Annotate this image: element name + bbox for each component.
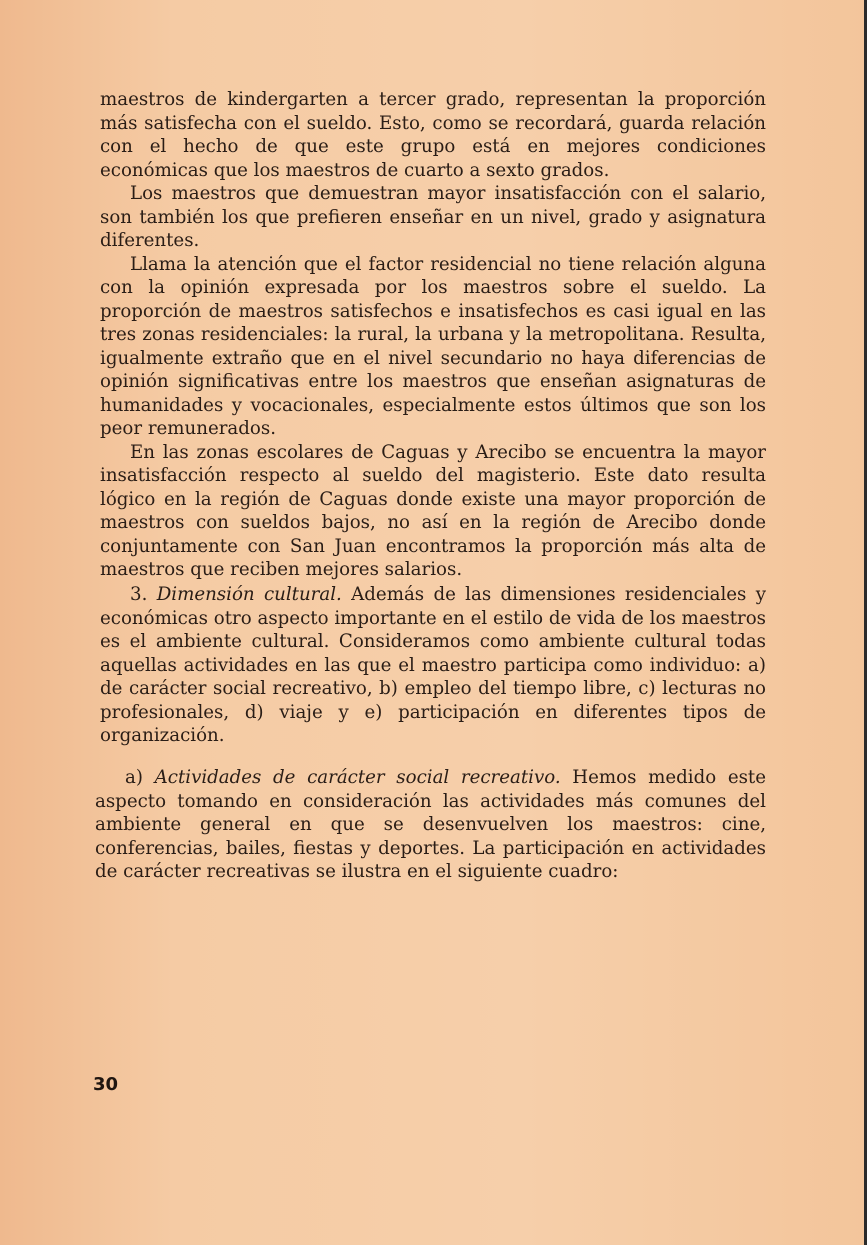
section-3-title: Dimensión cultural. [156,584,342,605]
page-number: 30 [93,1074,119,1095]
section-a-text: Hemos medido este aspecto tomando en consideración las actividades más comunes del ambiente general en que se desenvuelven los maestros: cine, conferencias, bailes, fiestas y deportes. La participación en actividades de carácter recreativas se ilustra en el siguiente cuadro: [95,767,766,882]
section-3-text: Además de las dimensiones residenciales y económicas otro aspecto importante en el estilo de vida de los maestros es el ambiente cultural. Consideramos como ambiente cultural todas aquellas actividades en las que el maestro participa como individuo: a) de carácter social recreativo, b) empleo del tiempo libre, c) lecturas no profesionales, d) viaje y e) participación en diferentes tipos de organización. [100,584,766,746]
body-text-top [100,88,766,582]
paragraph-4: En las zonas escolares de Caguas y Arecibo se encuentra la mayor insatisfacción respecto al sueldo del magisterio. Este dato resulta lógico en la región de Caguas donde existe una mayor proporción de maestros con sueldos bajos, no así en la región de Arecibo donde conjuntamente con San Juan encontramos la proporción más alta de maestros que reciben mejores salarios. [100,441,766,580]
section-a-number: a) [125,767,143,788]
section-3-paragraph [100,583,766,748]
paragraph-2: Los maestros que demuestran mayor insatisfacción con el salario, son también los que prefieren enseñar en un nivel, grado y asignatura diferentes. [100,183,766,251]
section-a-recreational-activities [95,766,766,884]
paragraph-1: maestros de kindergarten a tercer grado, representan la proporción más satisfecha con el sueldo. Esto, como se recordará, guarda relación con el hecho de que este grupo está en mejores condiciones económicas que los maestros de cuarto a sexto grados. [100,89,766,181]
paragraph-3: Llama la atención que el factor residencial no tiene relación alguna con la opinión expresada por los maestros sobre el sueldo. La proporción de maestros satisfechos e insatisfechos es casi igual en las tres zonas residenciales: la rural, la urbana y la metropolitana. Resulta, igualmente extraño que en el nivel secundario no haya diferencias de opinión significativas entre los maestros que enseñan asignaturas de humanidades y vocacionales, especialmente estos últimos que son los peor remunerados. [100,253,766,439]
section-3-cultural-dimension [100,583,766,748]
section-3-number: 3. [130,584,148,605]
section-a-title: Actividades de carácter social recreativo. [154,767,561,788]
section-a-paragraph [95,766,766,884]
